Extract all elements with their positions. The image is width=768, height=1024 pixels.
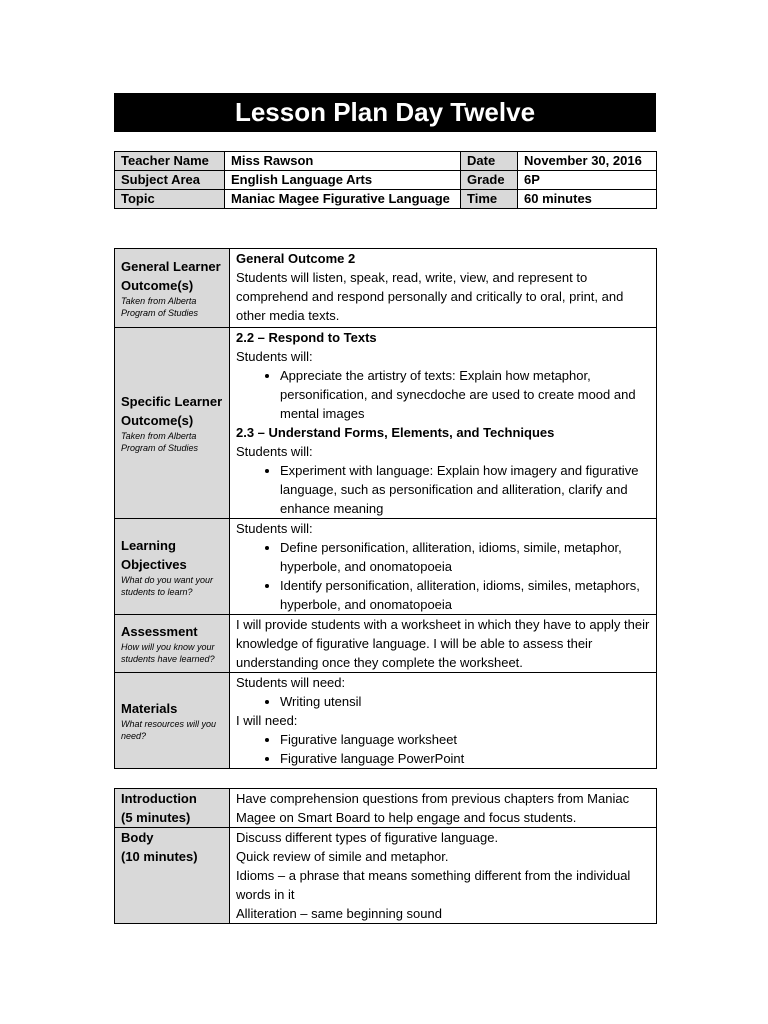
list-item: • Writing utensil [280, 692, 650, 711]
table-row [115, 152, 657, 171]
grade-value: 6P [518, 171, 657, 190]
date-label: Date [461, 152, 518, 171]
glo-heading: General Outcome 2 [236, 251, 356, 266]
intro-text: Have comprehension questions from previous chapters from Maniac Magee on Smart Board to help engage and focus students. [236, 791, 630, 825]
slo-sub: Taken from Alberta Program of Studies [121, 431, 199, 453]
body-line-3: Idioms – a phrase that means something different from the individual words in it [236, 868, 631, 902]
slo-content [230, 328, 657, 519]
body-label-cell [115, 828, 230, 924]
assessment-content [230, 615, 657, 673]
slo-list-2 [236, 461, 650, 518]
materials-intro-2: I will need: [236, 713, 298, 728]
glo-label-cell [115, 249, 230, 328]
objectives-sub: What do you want your students to learn? [121, 574, 214, 597]
time-label: Time [461, 190, 518, 209]
list-item: • Experiment with language: Explain how imagery and figurative language, such as personification and alliteration, clarify and enhance meaning [280, 461, 650, 518]
table-row [115, 828, 657, 924]
table-row [115, 249, 657, 328]
table-row [115, 519, 657, 615]
list-item: • Appreciate the artistry of texts: Explain how metaphor, personification, and synecdoche are used to create mood and mental images [280, 366, 650, 423]
materials-sub: What resources will you need? [121, 719, 217, 741]
objectives-intro: Students will: [236, 521, 313, 536]
glo-sub: Taken from Alberta Program of Studies [121, 296, 199, 318]
materials-list-2 [236, 730, 650, 768]
topic-label: Topic [115, 190, 225, 209]
objectives-content [230, 519, 657, 615]
lesson-plan-table [114, 248, 657, 769]
time-value: 60 minutes [518, 190, 657, 209]
materials-intro-1: Students will need: [236, 675, 346, 690]
table-row [115, 615, 657, 673]
slo-label-cell [115, 328, 230, 519]
slo-intro-1: Students will: [236, 349, 313, 364]
intro-label-cell [115, 789, 230, 828]
materials-content [230, 673, 657, 769]
body-content [230, 828, 657, 924]
list-item: • Define personification, alliteration, idioms, simile, metaphor, hyperbole, and onomatopoeia [280, 538, 650, 576]
teacher-value: Miss Rawson [225, 152, 461, 171]
materials-label: Materials [121, 701, 178, 716]
body-line-2: Quick review of simile and metaphor. [236, 849, 449, 864]
procedure-table [114, 788, 657, 924]
glo-text: Students will listen, speak, read, write, view, and represent to comprehend and respond personally and critically to oral, print, and other media texts. [236, 270, 624, 323]
slo-intro-2: Students will: [236, 444, 313, 459]
assessment-label: Assessment [121, 624, 198, 639]
subject-value: English Language Arts [225, 171, 461, 190]
slo-label: Specific Learner Outcome(s) [121, 394, 223, 428]
assessment-label-cell [115, 615, 230, 673]
intro-label: Introduction [121, 791, 197, 806]
lesson-info-table [114, 151, 657, 209]
glo-content [230, 249, 657, 328]
objectives-label-cell [115, 519, 230, 615]
page-title: Lesson Plan Day Twelve [114, 93, 656, 132]
objectives-list [236, 538, 650, 614]
materials-label-cell [115, 673, 230, 769]
slo-heading-2: 2.3 – Understand Forms, Elements, and Techniques [236, 425, 555, 440]
table-row [115, 190, 657, 209]
table-row [115, 789, 657, 828]
list-item: • Figurative language worksheet [280, 730, 650, 749]
date-value: November 30, 2016 [518, 152, 657, 171]
slo-heading-1: 2.2 – Respond to Texts [236, 330, 377, 345]
assessment-text: I will provide students with a worksheet in which they have to apply their knowledge of figurative language. I will be able to assess their understanding once they complete the worksheet. [236, 617, 650, 670]
glo-label: General Learner Outcome(s) [121, 259, 221, 293]
materials-list-1 [236, 692, 650, 711]
slo-list-1 [236, 366, 650, 423]
subject-label: Subject Area [115, 171, 225, 190]
list-item: • Identify personification, alliteration, idioms, similes, metaphors, hyperbole, and onomatopoeia [280, 576, 650, 614]
body-line-1: Discuss different types of figurative language. [236, 830, 499, 845]
intro-time: (5 minutes) [121, 810, 191, 825]
table-row [115, 171, 657, 190]
list-item: • Figurative language PowerPoint [280, 749, 650, 768]
intro-content [230, 789, 657, 828]
body-time: (10 minutes) [121, 849, 198, 864]
body-line-4: Alliteration – same beginning sound [236, 906, 442, 921]
table-row [115, 328, 657, 519]
body-label: Body [121, 830, 154, 845]
table-row [115, 673, 657, 769]
grade-label: Grade [461, 171, 518, 190]
teacher-label: Teacher Name [115, 152, 225, 171]
topic-value: Maniac Magee Figurative Language [225, 190, 461, 209]
assessment-sub: How will you know your students have learned? [121, 642, 215, 664]
objectives-label: Learning Objectives [121, 537, 187, 572]
